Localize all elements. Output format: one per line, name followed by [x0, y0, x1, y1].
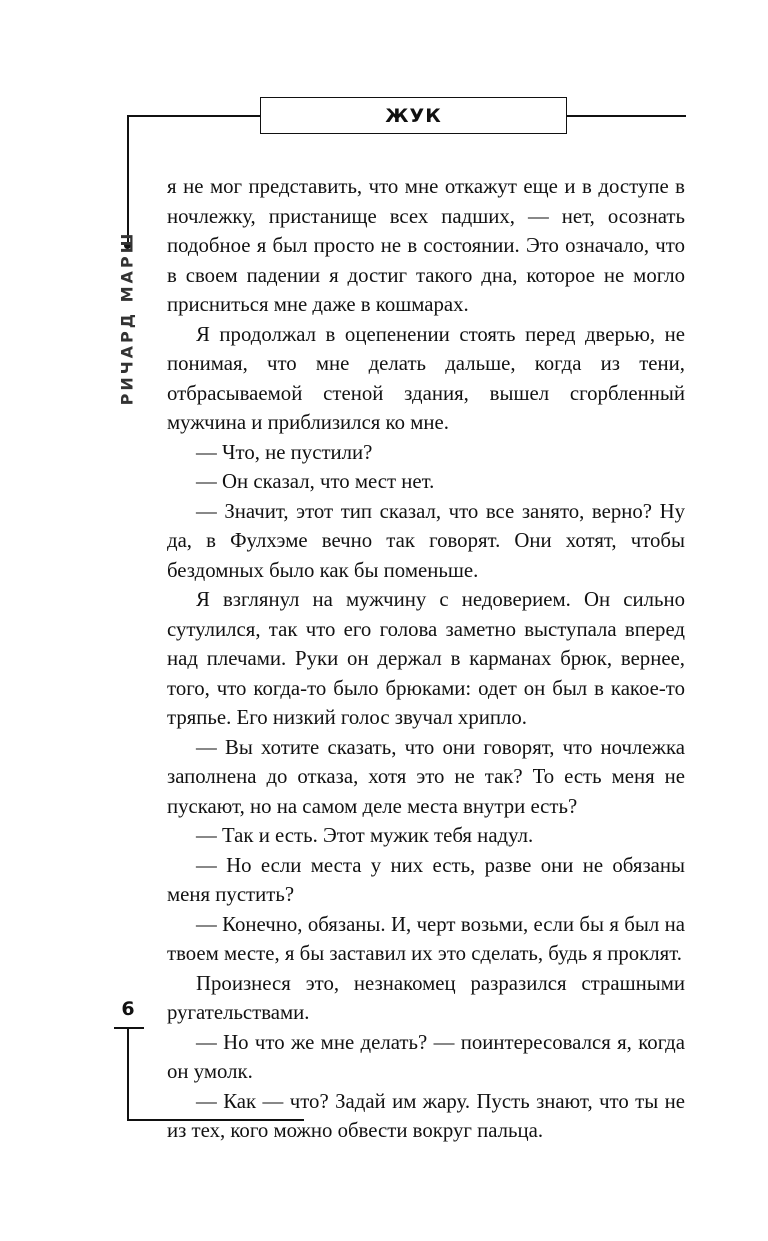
dialogue-line: — Вы хотите сказать, что они говорят, что ночлежка заполнена до отказа, хотя это не так? То есть меня не пускают, но на самом деле места внутри есть?	[167, 735, 685, 818]
dialogue-line: — Он сказал, что мест нет.	[196, 470, 435, 493]
frame-page-number-tick	[114, 1027, 144, 1029]
dialogue-line: — Но если места у них есть, разве они не обязаны меня пустить?	[167, 853, 685, 906]
paragraph: Я взглянул на мужчину с недоверием. Он сильно сутулился, так что его голова заметно выступала вперед над плечами. Руки он держал в карманах брюк, вернее, того, что когда-то было брюками: одет он был в какое-то тряпье. Его низкий голос звучал хрипло.	[167, 588, 685, 729]
page-number: 6	[121, 998, 135, 1020]
frame-top-line-left	[127, 115, 260, 117]
body-text	[167, 172, 685, 1146]
dialogue-line: — Но что же мне делать? — поинтересовался я, когда он умолк.	[167, 1030, 685, 1083]
running-title-box	[260, 97, 567, 134]
frame-left-line-lower	[127, 1027, 129, 1120]
frame-top-line-right	[567, 115, 686, 117]
paragraph: Я продолжал в оцепенении стоять перед дверью, не понимая, что мне делать дальше, когда из тени, отбрасываемой стеной здания, вышел сгорбленный мужчина и приблизился ко мне.	[167, 322, 685, 434]
dialogue-line: — Что, не пустили?	[196, 440, 373, 464]
paragraph: я не мог представить, что мне откажут еще и в доступе в ночлежку, пристанище всех падших, — нет, осознать подобное я был просто не в состоянии. Это означало, что в своем падении я достиг такого дна, которое не могло присниться мне даже в кошмарах.	[167, 175, 685, 316]
paragraph: Произнеся это, незнакомец разразился страшными ругательствами.	[167, 971, 685, 1024]
dialogue-line: — Конечно, обязаны. И, черт возьми, если бы я был на твоем месте, я бы заставил их это сделать, будь я проклят.	[167, 912, 685, 965]
frame-left-line-upper	[127, 115, 129, 245]
dialogue-line: — Как — что? Задай им жару. Пусть знают, что ты не из тех, кого можно обвести вокруг пальца.	[167, 1089, 685, 1142]
author-name: РИЧАРД МАРШ	[117, 230, 137, 406]
running-title: ЖУК	[385, 104, 442, 127]
dialogue-line: — Значит, этот тип сказал, что все занято, верно? Ну да, в Фулхэме вечно так говорят. Они хотят, чтобы бездомных было как бы поменьше.	[167, 499, 685, 582]
dialogue-line: — Так и есть. Этот мужик тебя надул.	[196, 824, 534, 847]
